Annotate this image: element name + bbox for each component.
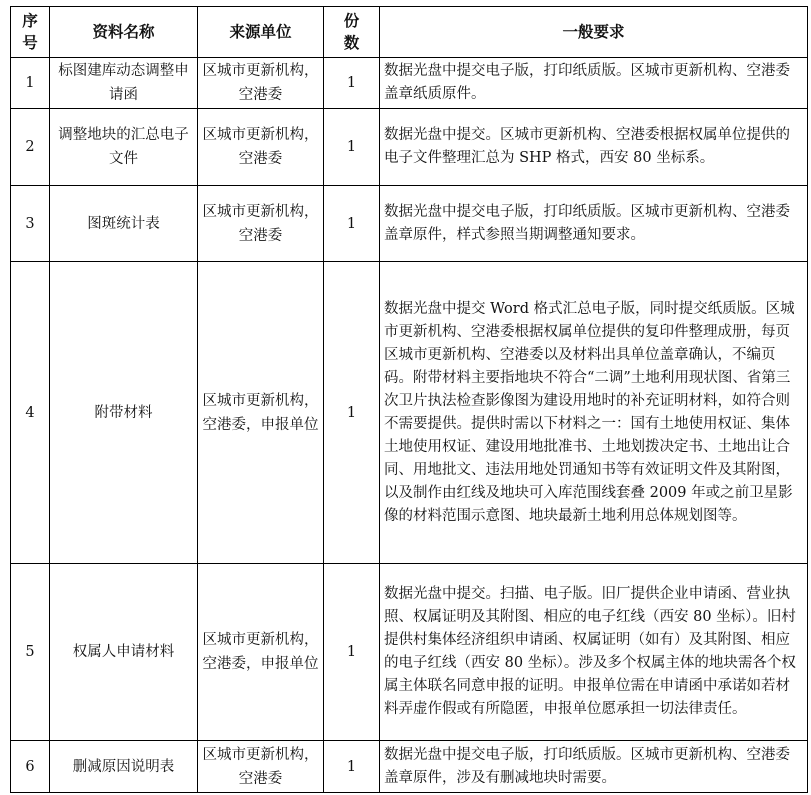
table-row [11,564,808,741]
row-name: 调整地块的汇总电子文件 [50,109,198,186]
table-row [11,741,808,793]
row-requirement: 数据光盘中提交电子版，打印纸质版。区城市更新机构、空港委盖章纸质原件。 [380,58,808,109]
row-name: 图斑统计表 [50,186,198,262]
header-copies: 份数 [324,7,380,58]
row-source: 区城市更新机构，空港委，申报单位 [198,564,324,741]
table-row [11,58,808,109]
row-requirement: 数据光盘中提交。区城市更新机构、空港委根据权属单位提供的电子文件整理汇总为 SHP 格式，西安 80 坐标系。 [380,109,808,186]
row-source: 区城市更新机构，空港委 [198,58,324,109]
row-seq: 1 [11,58,50,109]
row-name: 标图建库动态调整申请函 [50,58,198,109]
row-seq: 2 [11,109,50,186]
row-seq: 3 [11,186,50,262]
materials-table [10,6,808,793]
row-name: 删减原因说明表 [50,741,198,793]
row-source: 区城市更新机构，空港委，申报单位 [198,262,324,564]
row-name: 附带材料 [50,262,198,564]
row-copies: 1 [324,262,380,564]
table-row [11,262,808,564]
header-seq: 序号 [11,7,50,58]
row-seq: 4 [11,262,50,564]
row-source: 区城市更新机构，空港委 [198,741,324,793]
row-source: 区城市更新机构，空港委 [198,109,324,186]
row-copies: 1 [324,741,380,793]
row-copies: 1 [324,109,380,186]
table-row [11,186,808,262]
row-requirement: 数据光盘中提交电子版，打印纸质版。区城市更新机构、空港委盖章原件，样式参照当期调整通知要求。 [380,186,808,262]
header-row [11,7,808,58]
row-source: 区城市更新机构，空港委 [198,186,324,262]
row-copies: 1 [324,58,380,109]
row-copies: 1 [324,186,380,262]
header-requirement: 一般要求 [380,7,808,58]
row-requirement: 数据光盘中提交。扫描、电子版。旧厂提供企业申请函、营业执照、权属证明及其附图、相应的电子红线（西安 80 坐标）。旧村提供村集体经济组织申请函、权属证明（如有）及其附图、相应的电子红线（西安 80 坐标）。涉及多个权属主体的地块需各个权属主体联名同意申报的证明。申报单位需在申请函中承诺如若材料弄虚作假或有所隐匿，申报单位愿承担一切法律责任。 [380,564,808,741]
header-name: 资料名称 [50,7,198,58]
row-requirement: 数据光盘中提交 Word 格式汇总电子版，同时提交纸质版。区城市更新机构、空港委根据权属单位提供的复印件整理成册，每页区城市更新机构、空港委以及材料出具单位盖章确认，不编页码。附带材料主要指地块不符合“二调”土地利用现状图、省第三次卫片执法检查影像图为建设用地时的补充证明材料，如符合则不需要提供。提供时需以下材料之一：国有土地使用权证、集体土地使用权证、建设用地批准书、土地划拨决定书、土地出让合同、用地批文、违法用地处罚通知书等有效证明文件及其附图，以及制作由红线及地块可入库范围线套叠 2009 年或之前卫星影像的材料范围示意图、地块最新土地利用总体规划图等。 [380,262,808,564]
row-copies: 1 [324,564,380,741]
row-name: 权属人申请材料 [50,564,198,741]
row-seq: 6 [11,741,50,793]
table-row [11,109,808,186]
header-source: 来源单位 [198,7,324,58]
row-requirement: 数据光盘中提交电子版，打印纸质版。区城市更新机构、空港委盖章原件，涉及有删减地块时需要。 [380,741,808,793]
row-seq: 5 [11,564,50,741]
